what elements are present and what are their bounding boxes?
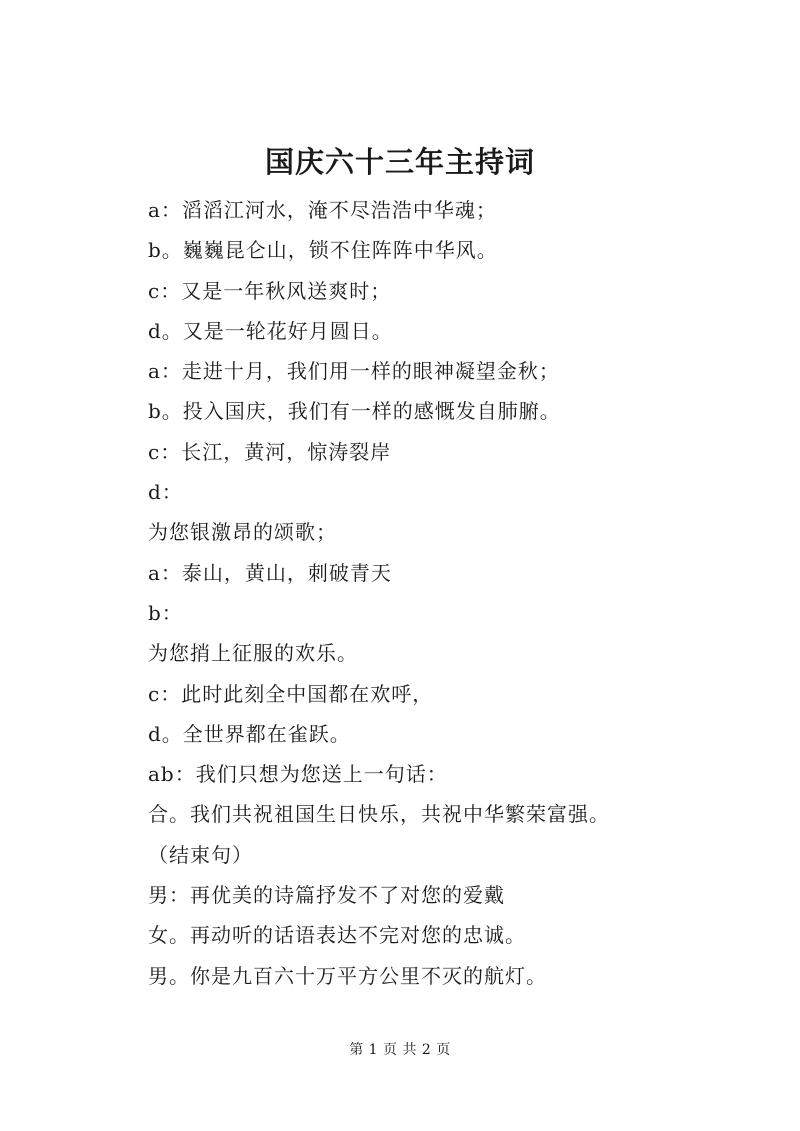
document-body <box>148 190 768 996</box>
body-line: ab：我们只想为您送上一句话： <box>148 762 448 787</box>
body-line: b。巍巍昆仑山，锁不住阵阵中华风。 <box>148 238 498 263</box>
body-line: d： <box>148 480 183 505</box>
body-line: c：此时此刻全中国都在欢呼， <box>148 681 434 706</box>
body-line: b。投入国庆，我们有一样的感慨发自肺腑。 <box>148 399 561 424</box>
body-line: 男：再优美的诗篇抒发不了对您的爱戴 <box>148 883 505 908</box>
body-line: c：长江，黄河，惊涛裂岸 <box>148 439 392 464</box>
body-line: （结束句） <box>148 842 253 867</box>
page-footer: 第 1 页 共 2 页 <box>349 1042 451 1058</box>
body-line: a：滔滔江河水，淹不尽浩浩中华魂； <box>148 198 497 222</box>
body-line: 为您银激昂的颂歌； <box>148 520 337 545</box>
body-line: 合。我们共祝祖国生日快乐，共祝中华繁荣富强。 <box>148 802 610 827</box>
body-line: 为您捎上征服的欢乐。 <box>148 641 358 666</box>
body-line: 女。再动听的话语表达不完对您的忠诚。 <box>148 923 526 948</box>
body-line: d。又是一轮花好月圆日。 <box>148 318 393 343</box>
body-line: a：走进十月，我们用一样的眼神凝望金秋； <box>148 359 560 384</box>
body-line: d。全世界都在雀跃。 <box>148 721 351 746</box>
body-line: b： <box>148 600 183 625</box>
document-title: 国庆六十三年主持词 <box>264 145 535 179</box>
body-line: a：泰山，黄山，刺破青天 <box>148 560 392 585</box>
body-line: 男。你是九百六十万平方公里不灭的航灯。 <box>148 963 547 988</box>
body-line: c：又是一年秋风送爽时； <box>148 278 392 303</box>
